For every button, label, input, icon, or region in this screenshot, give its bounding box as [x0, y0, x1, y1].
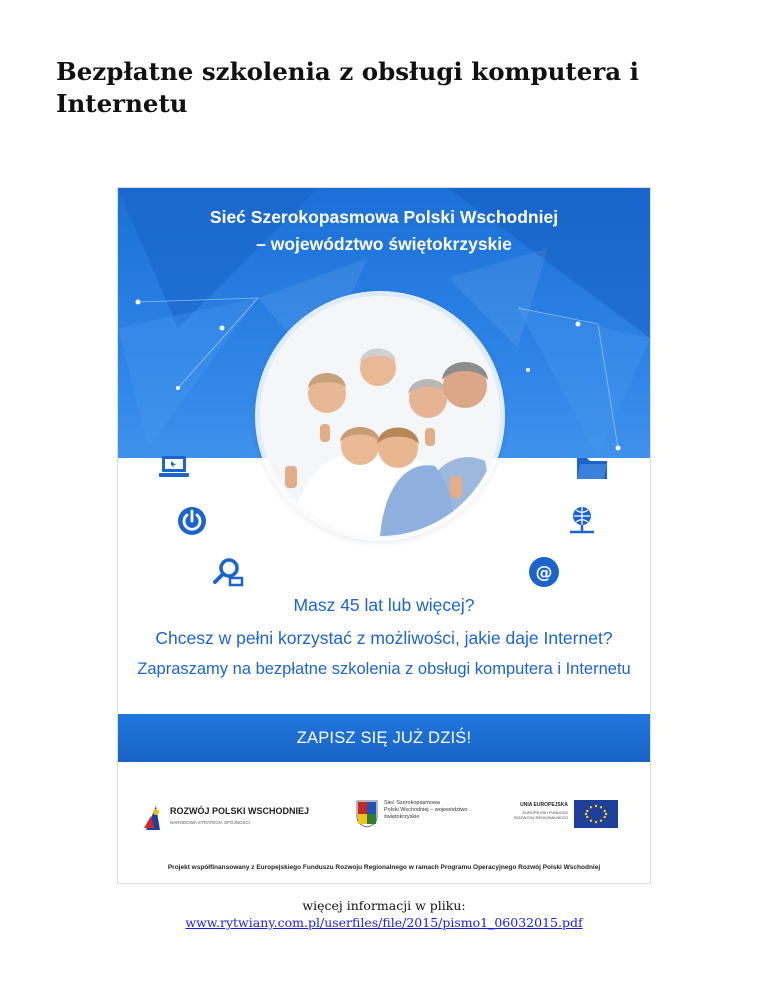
sponsor-logos	[118, 784, 650, 844]
message-age: Masz 45 lat lub więcej?	[293, 595, 475, 615]
headline-line-2: – województwo świętokrzyskie	[256, 234, 512, 254]
eu-fund-text	[498, 810, 568, 820]
eu-flag-icon	[574, 800, 618, 828]
power-icon	[174, 503, 210, 539]
rozwoj-mark-icon	[142, 802, 164, 832]
folder-icon	[574, 450, 610, 486]
laptop-icon	[156, 450, 192, 486]
eu-title: UNIA EUROPEJSKA	[520, 802, 568, 808]
seniors-photo	[260, 296, 500, 536]
poster-headline	[118, 204, 650, 258]
seniors-photo-illustration	[260, 296, 500, 536]
signup-banner: ZAPISZ SIĘ JUŻ DZIŚ!	[118, 714, 650, 762]
eu-fund-line-1: EUROPEJSKI FUNDUSZ	[522, 810, 568, 815]
at-sign-icon	[526, 554, 562, 590]
cofinancing-note: Projekt współfinansowany z Europejskiego Funduszu Rozwoju Regionalnego w ramach Programu Operacyjnego Rozwój Polski Wschodniej	[167, 864, 601, 871]
coat-of-arms-icon	[356, 800, 378, 828]
message-internet: Chcesz w pełni korzystać z możliwości, jakie daje Internet?	[155, 628, 613, 648]
headline-line-1: Sieć Szerokopasmowa Polski Wschodniej	[209, 207, 559, 227]
poster-hero	[118, 188, 650, 598]
more-info-text: więcej informacji w pliku:	[302, 898, 466, 913]
svg-text:@: @	[535, 563, 553, 583]
siec-logo-line-2: Polski Wschodniej – województwo	[384, 807, 468, 813]
message-invitation: Zapraszamy na bezpłatne szkolenia z obsługi komputera i Internetu	[137, 660, 631, 678]
page-title: Bezpłatne szkolenia z obsługi komputera i Internetu	[56, 57, 639, 118]
pdf-file-link[interactable]: www.rytwiany.com.pl/userfiles/file/2015/pismo1_06032015.pdf	[185, 915, 583, 930]
eu-fund-line-2: ROZWOJU REGIONALNEGO	[514, 815, 568, 820]
search-icon	[210, 554, 246, 590]
siec-logo-line-1: Sieć Szerokopasmowa	[384, 800, 440, 806]
rozwoj-subtitle: NARODOWA STRATEGIA SPÓJNOŚCI	[170, 820, 251, 825]
poster	[118, 188, 650, 883]
network-icon	[564, 503, 600, 539]
siec-logo-line-3: świętokrzyskie	[384, 814, 420, 820]
rozwoj-name: ROZWÓJ POLSKI WSCHODNIEJ	[170, 806, 310, 816]
